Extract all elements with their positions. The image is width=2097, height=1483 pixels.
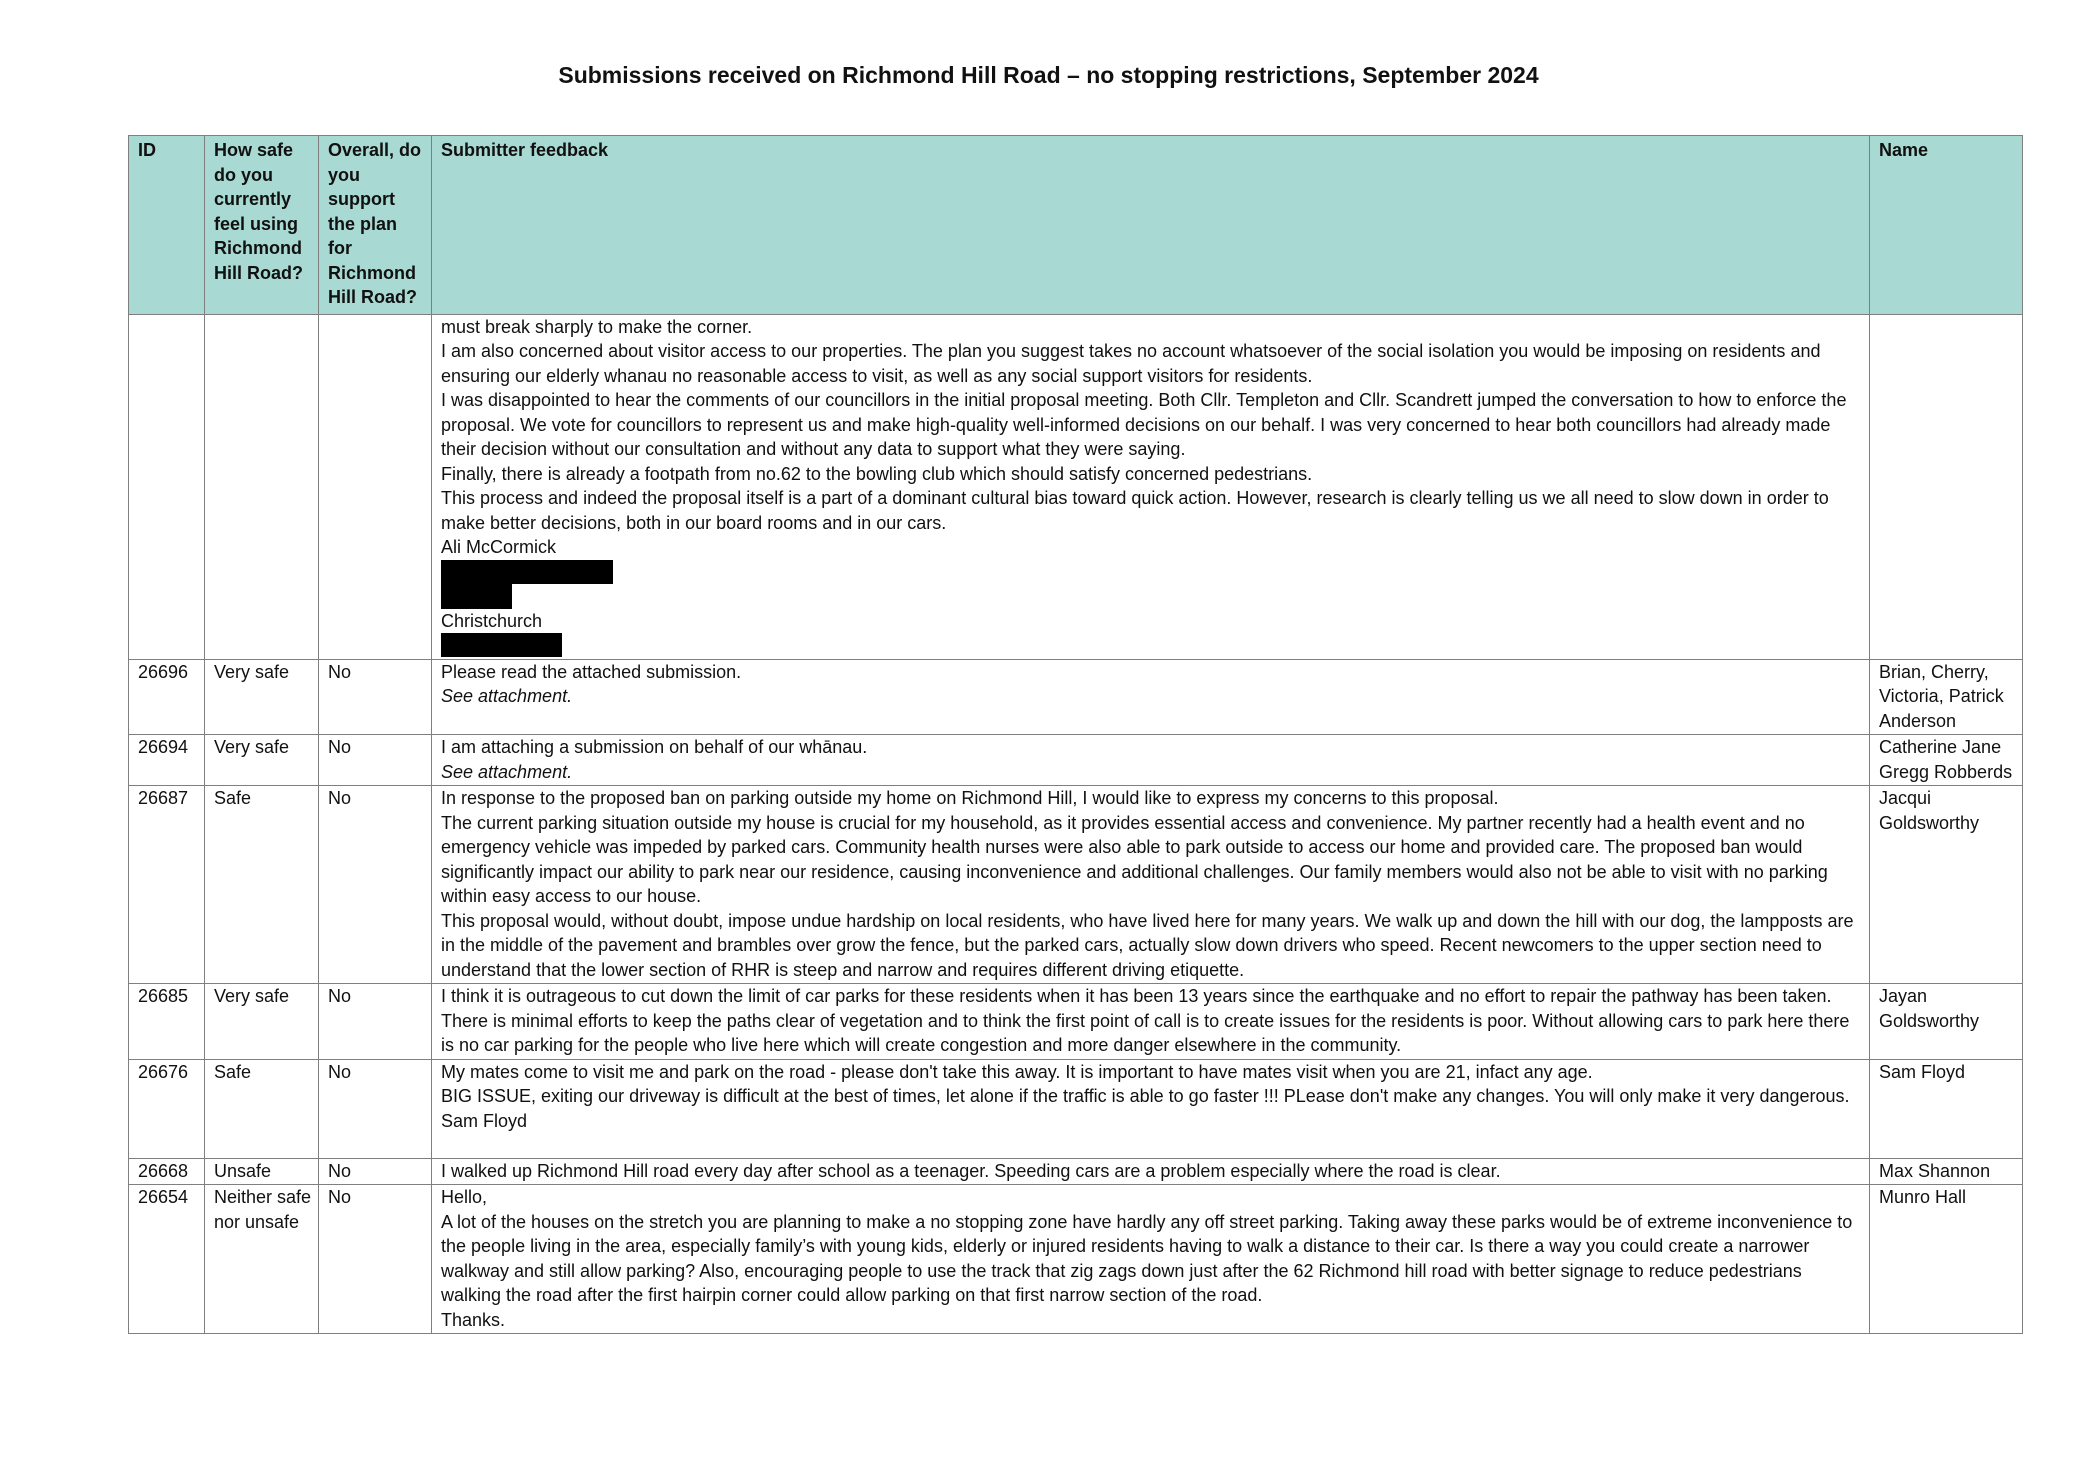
id-cell: 26676 — [129, 1059, 205, 1158]
name-cell: Jayan Goldsworthy — [1870, 984, 2023, 1060]
feedback-line: Finally, there is already a footpath from no.62 to the bowling club which should satisfy concerned pedestrians. — [441, 463, 1313, 484]
feedback-cell — [432, 984, 1870, 1060]
attachment-note: See attachment. — [441, 686, 573, 706]
feedback-line: I think it is outrageous to cut down the limit of car parks for these residents when it has been 13 years since the earthquake and no effort to repair the pathway has been taken. There is minimal efforts to keep the paths clear of vegetation and to think the first point of call is to create issues for the residents is poor. Without allowing cars to park here there is no car parking for the people who live here which will create congestion and more danger elsewhere in the community. — [441, 986, 1850, 1055]
feedback-cell — [432, 1158, 1870, 1185]
safety-cell: Very safe — [205, 984, 319, 1060]
safety-cell: Safe — [205, 1059, 319, 1158]
continuation-feedback-cell — [432, 314, 1870, 659]
support-cell: No — [319, 786, 432, 984]
id-cell: 26687 — [129, 786, 205, 984]
submitter-signature: Sam Floyd — [441, 1110, 528, 1131]
table-row — [129, 735, 2023, 786]
name-cell: Munro Hall — [1870, 1185, 2023, 1334]
support-cell: No — [319, 1158, 432, 1185]
column-header-feedback: Submitter feedback — [432, 136, 1870, 315]
page-title: Submissions received on Richmond Hill Road – no stopping restrictions, September 2024 — [558, 62, 1539, 88]
column-header-support: Overall, do you support the plan for Richmond Hill Road? — [319, 136, 432, 315]
table-row — [129, 1185, 2023, 1334]
continuation-id-cell — [129, 314, 205, 659]
feedback-line: This proposal would, without doubt, impose undue hardship on local residents, who have lived here for many years. We walk up and down the hill with our dog, the lampposts are in the middle of the pavement and brambles over grow the fence, but the parked cars, actually slow down drivers who speed. Recent newcomers to the upper section need to understand that the lower section of RHR is steep and narrow and requires different driving etiquette. — [441, 910, 1854, 980]
name-cell: Sam Floyd — [1870, 1059, 2023, 1158]
name-cell: Max Shannon — [1870, 1158, 2023, 1185]
feedback-line: I am attaching a submission on behalf of our whānau. — [441, 737, 868, 757]
feedback-cell — [432, 1185, 1870, 1334]
column-header-id: ID — [129, 136, 205, 315]
feedback-line: I am also concerned about visitor access to our properties. The plan you suggest takes no account whatsoever of the social isolation you would be imposing on residents and ensuring our elderly whanau no reasonable access to visit, as well as any social support visitors for residents. — [441, 341, 1821, 386]
safety-cell: Very safe — [205, 735, 319, 786]
submissions-table — [128, 135, 2023, 1334]
redacted-block — [441, 583, 512, 609]
feedback-line: Hello, — [441, 1187, 488, 1207]
feedback-line: I was disappointed to hear the comments of our councillors in the initial proposal meeting. Both Cllr. Templeton and Cllr. Scandrett jumped the conversation to how to enforce the proposal. We vote for councillors to represent us and make high-quality well-informed decisions on our behalf. I was very concerned to hear both councillors had already made their decision without our consultation and without any data to support what they were saying. — [441, 390, 1847, 459]
table-row — [129, 1059, 2023, 1158]
table-row — [129, 984, 2023, 1060]
name-cell: Brian, Cherry, Victoria, Patrick Anderson — [1870, 659, 2023, 735]
feedback-line: Please read the attached submission. — [441, 661, 742, 682]
support-cell: No — [319, 735, 432, 786]
feedback-line: Thanks. — [441, 1309, 506, 1330]
table-header-row — [129, 136, 2023, 315]
name-cell: Catherine Jane Gregg Robberds — [1870, 735, 2023, 786]
feedback-line: The current parking situation outside my house is crucial for my household, as it provides essential access and convenience. My partner recently had a health event and no emergency vehicle was impeded by parked cars. Community health nurses were also able to park outside to access our home and provided care. The proposed ban would significantly impact our ability to park near our residence, causing inconvenience and additional challenges. Our family members would also not be able to visit with no parking within easy access to our house. — [441, 812, 1828, 906]
feedback-line: This process and indeed the proposal itself is a part of a dominant cultural bias toward quick action. However, research is clearly telling us we all need to slow down in order to make better decisions, both in our board rooms and in our cars. — [441, 488, 1829, 533]
id-cell: 26685 — [129, 984, 205, 1060]
support-cell: No — [319, 1185, 432, 1334]
id-cell: 26668 — [129, 1158, 205, 1185]
feedback-line: A lot of the houses on the stretch you are planning to make a no stopping zone have hardly any off street parking. Taking away these parks would be of extreme inconvenience to the people living in the area, especially family’s with young kids, elderly or injured residents having to walk a distance to their car. Is there a way you could create a narrower walkway and still allow parking? Also, encouraging people to use the track that zig zags down just after the 62 Richmond hill road with better signage to reduce pedestrians walking the road after the first hairpin corner could allow parking on that first narrow section of the road. — [441, 1211, 1853, 1305]
feedback-cell — [432, 1059, 1870, 1158]
continuation-support-cell — [319, 314, 432, 659]
table-row — [129, 1158, 2023, 1185]
support-cell: No — [319, 1059, 432, 1158]
safety-cell: Very safe — [205, 659, 319, 735]
feedback-cell — [432, 786, 1870, 984]
continuation-name-cell — [1870, 314, 2023, 659]
feedback-cell — [432, 735, 1870, 786]
submitter-signature: Ali McCormick — [441, 537, 556, 557]
id-cell: 26694 — [129, 735, 205, 786]
feedback-line: I walked up Richmond Hill road every day after school as a teenager. Speeding cars are a problem especially where the road is clear. — [441, 1160, 1501, 1181]
feedback-line: My mates come to visit me and park on the road - please don't take this away. It is important to have mates visit when you are 21, infact any age. — [441, 1061, 1593, 1082]
feedback-line: In response to the proposed ban on parking outside my home on Richmond Hill, I would like to express my concerns to this proposal. — [441, 788, 1499, 808]
table-row — [129, 659, 2023, 735]
safety-cell: Unsafe — [205, 1158, 319, 1185]
feedback-line: must break sharply to make the corner. — [441, 316, 753, 337]
support-cell: No — [319, 659, 432, 735]
support-cell: No — [319, 984, 432, 1060]
redacted-block — [441, 560, 613, 584]
continuation-safety-cell — [205, 314, 319, 659]
column-header-safety: How safe do you currently feel using Richmond Hill Road? — [205, 136, 319, 315]
id-cell: 26654 — [129, 1185, 205, 1334]
safety-cell: Safe — [205, 786, 319, 984]
feedback-line: BIG ISSUE, exiting our driveway is difficult at the best of times, let alone if the traffic is able to go faster !!! PLease don't make any changes. You will only make it very dangerous. — [441, 1086, 1850, 1106]
name-cell: Jacqui Goldsworthy — [1870, 786, 2023, 984]
submitter-city: Christchurch — [441, 610, 543, 631]
attachment-note: See attachment. — [441, 761, 573, 782]
feedback-cell — [432, 659, 1870, 735]
column-header-name: Name — [1870, 136, 2023, 315]
redacted-block — [441, 633, 562, 657]
table-row-continuation — [129, 314, 2023, 659]
id-cell: 26696 — [129, 659, 205, 735]
table-row — [129, 786, 2023, 984]
safety-cell: Neither safe nor unsafe — [205, 1185, 319, 1334]
